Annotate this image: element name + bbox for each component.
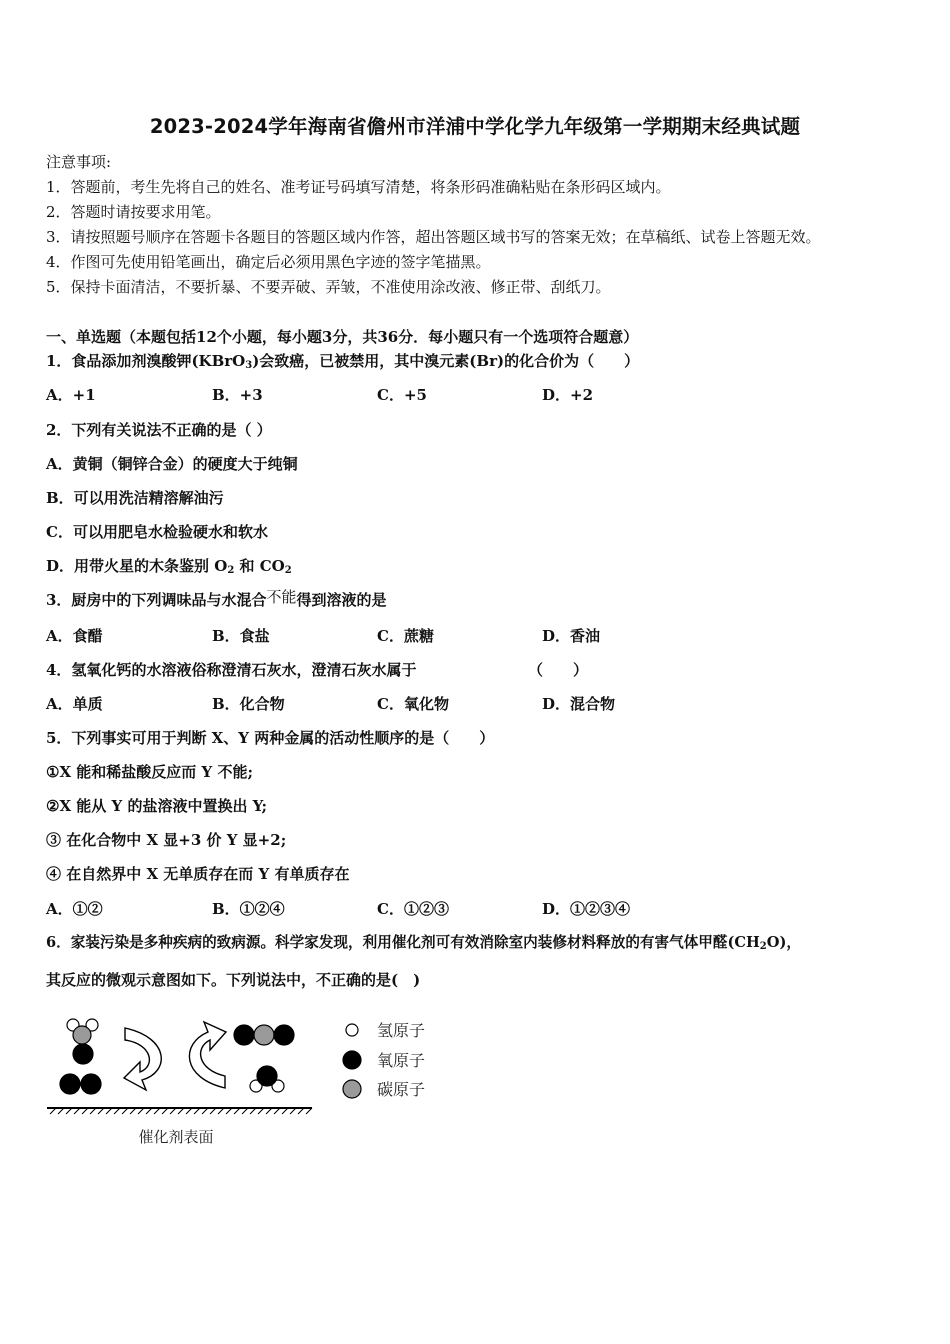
q1-option-a[interactable]: A．+1 (46, 386, 96, 404)
catalyst-surface-label: 催化剂表面 (138, 1128, 214, 1146)
q3-option-a[interactable]: A．食醋 (46, 627, 103, 645)
carbon-atom-icon (343, 1080, 361, 1098)
section-heading: 一、单选题（本题包括12个小题，每小题3分，共36分．每小题只有一个选项符合题意） (46, 328, 639, 346)
q4-answer-paren: （ ） (528, 661, 589, 679)
legend (343, 1021, 425, 1099)
notice-item-3: 3．请按照题号顺序在答题卡各题目的答题区域内作答，超出答题区域书写的答案无效；在草稿纸、试卷上答题无效。 (46, 228, 821, 246)
q2-option-c[interactable]: C．可以用肥皂水检验硬水和软水 (46, 523, 268, 541)
page-title: 2023-2024学年海南省儋州市洋浦中学化学九年级第一学期期末经典试题 (149, 115, 801, 138)
oxygen-molecule (60, 1074, 101, 1094)
notice-item-1: 1．答题前，考生先将自己的姓名、准考证号码填写清楚，将条形码准确粘贴在条形码区域内。 (46, 178, 671, 196)
q4-option-c[interactable]: C．氧化物 (377, 695, 449, 713)
curved-arrow-down-icon (124, 1028, 161, 1090)
legend-carbon: 碳原子 (377, 1080, 426, 1099)
q5-fact-1: ①X 能和稀盐酸反应而 Y 不能; (46, 763, 253, 781)
q5-option-b[interactable]: B．①②④ (212, 900, 285, 918)
q5-option-c[interactable]: C．①②③ (377, 900, 449, 918)
q5-option-a[interactable]: A．①② (46, 900, 103, 918)
catalyst-surface (47, 1108, 312, 1114)
q5-stem: 5．下列事实可用于判断 X、Y 两种金属的活动性顺序的是（ ） (46, 729, 495, 747)
q6-stem-line2: 其反应的微观示意图如下。下列说法中，不正确的是( ) (46, 971, 421, 989)
q1-stem: 1．食品添加剂溴酸钾(KBrO$_3$)会致癌，已被禁用，其中溴元素(Br)的化合价为（ ） (46, 352, 640, 371)
q4-option-a[interactable]: A．单质 (46, 695, 103, 713)
q2-option-a[interactable]: A．黄铜（铜锌合金）的硬度大于纯铜 (46, 455, 298, 473)
q2-option-d[interactable]: D．用带火星的木条鉴别 $O_2$ 和 $CO_2$ (46, 557, 292, 576)
q1-option-d[interactable]: D．+2 (542, 386, 594, 404)
hydrogen-atom-icon (346, 1024, 358, 1036)
q5-fact-2: ②X 能从 Y 的盐溶液中置换出 Y; (46, 797, 268, 815)
notice-heading: 注意事项: (46, 153, 112, 171)
curved-arrow-up-icon (189, 1022, 226, 1088)
notice-item-5: 5．保持卡面清洁，不要折暴、不要弄破、弄皱，不准使用涂改液、修正带、刮纸刀。 (46, 278, 611, 296)
q4-stem: 4．氢氧化钙的水溶液俗称澄清石灰水，澄清石灰水属于 (46, 661, 417, 679)
oxygen-atom-icon (343, 1051, 361, 1069)
q5-fact-4: ④ 在自然界中 X 无单质存在而 Y 有单质存在 (46, 865, 350, 883)
q3-stem: 3．厨房中的下列调味品与水混合不能得到溶液的是 (46, 588, 387, 609)
water-molecule (250, 1066, 284, 1092)
q1-option-c[interactable]: C．+5 (377, 386, 427, 404)
q4-option-b[interactable]: B．化合物 (212, 695, 285, 713)
q3-option-d[interactable]: D．香油 (542, 627, 601, 645)
q4-option-d[interactable]: D．混合物 (542, 695, 616, 713)
q5-option-d[interactable]: D．①②③④ (542, 900, 631, 918)
formaldehyde-molecule (67, 1019, 98, 1064)
carbon-dioxide-molecule (234, 1025, 294, 1045)
q2-option-b[interactable]: B．可以用洗洁精溶解油污 (46, 489, 224, 507)
reaction-diagram (0, 1010, 460, 1150)
q2-stem: 2．下列有关说法不正确的是（ ） (46, 421, 272, 439)
q3-option-c[interactable]: C．蔗糖 (377, 627, 434, 645)
legend-hydrogen: 氢原子 (377, 1021, 426, 1040)
q6-stem-line1: 6．家装污染是多种疾病的致病源。科学家发现，利用催化剂可有效消除室内装修材料释放的有害气体甲醛$(CH_2O)$， (46, 934, 801, 952)
q5-fact-3: ③ 在化合物中 X 显+3 价 Y 显+2; (46, 831, 287, 849)
notice-item-2: 2．答题时请按要求用笔。 (46, 203, 221, 221)
legend-oxygen: 氧原子 (377, 1051, 426, 1070)
notice-item-4: 4．作图可先使用铅笔画出，确定后必须用黑色字迹的签字笔描黑。 (46, 253, 491, 271)
q1-option-b[interactable]: B．+3 (212, 386, 263, 404)
q3-option-b[interactable]: B．食盐 (212, 627, 270, 645)
